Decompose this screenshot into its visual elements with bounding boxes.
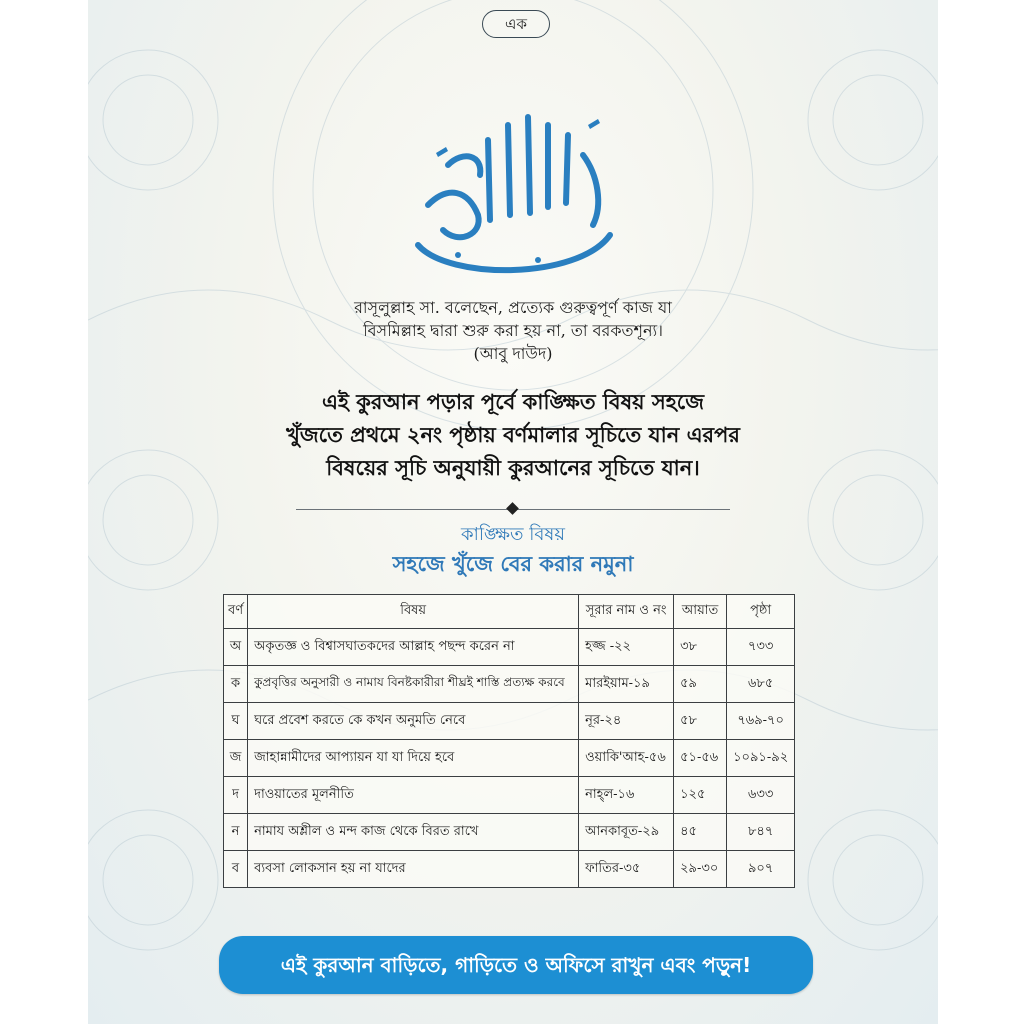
table-row [224, 703, 795, 740]
table-row [224, 851, 795, 888]
row-page: ৬৮৫ [727, 666, 795, 703]
row-letter: ন [224, 814, 248, 851]
header-page: পৃষ্ঠা [727, 595, 795, 629]
row-surah: ফাতির-৩৫ [579, 851, 674, 888]
row-ayat: ৩৮ [674, 629, 727, 666]
header-surah: সূরার নাম ও নং [579, 595, 674, 629]
hadith-line-1: রাসূলুল্লাহ সা. বলেছেন, প্রত্যেক গুরুত্বপূর্ণ কাজ যা [354, 298, 672, 317]
instruction-line-3: বিষয়ের সূচি অনুযায়ী কুরআনের সূচিতে যান। [326, 456, 700, 480]
row-page: ৮৪৭ [727, 814, 795, 851]
row-topic: অকৃতজ্ঞ ও বিশ্বাসঘাতকদের আল্লাহ পছন্দ করেন না [248, 629, 579, 666]
row-ayat: ৫৯ [674, 666, 727, 703]
row-page: ১০৯১-৯২ [727, 740, 795, 777]
hadith-line-2: বিসমিল্লাহ দ্বারা শুরু করা হয় না, তা বরকতশূন্য। [363, 321, 663, 340]
table-row [224, 777, 795, 814]
row-topic: ব্যবসা লোকসান হয় না যাদের [248, 851, 579, 888]
background-right-edge [938, 0, 1024, 1024]
page-number-label: এক [482, 10, 550, 38]
table-row [224, 814, 795, 851]
table-row [224, 740, 795, 777]
header-letter: বর্ণ [224, 595, 248, 629]
row-topic: দাওয়াতের মূলনীতি [248, 777, 579, 814]
instruction-line-2: খুঁজতে প্রথমে ২নং পৃষ্ঠায় বর্ণমালার সূচিতে যান এরপর [286, 423, 740, 447]
row-page: ৬৩৩ [727, 777, 795, 814]
table-row [224, 629, 795, 666]
row-page: ৭৩৩ [727, 629, 795, 666]
row-topic: ঘরে প্রবেশ করতে কে কখন অনুমতি নেবে [248, 703, 579, 740]
hadith-quote [208, 296, 818, 365]
row-letter: ব [224, 851, 248, 888]
row-topic: জাহান্নামীদের আপ্যায়ন যা যা দিয়ে হবে [248, 740, 579, 777]
row-ayat: ১২৫ [674, 777, 727, 814]
row-surah: হজ্জ -২২ [579, 629, 674, 666]
row-surah: নাহ্‌ল-১৬ [579, 777, 674, 814]
table-row [224, 666, 795, 703]
row-topic: নামায অশ্লীল ও মন্দ কাজ থেকে বিরত রাখে [248, 814, 579, 851]
row-ayat: ৫৮ [674, 703, 727, 740]
promo-banner: এই কুরআন বাড়িতে, গাড়িতে ও অফিসে রাখুন এবং পড়ুন! [219, 936, 813, 994]
example-index-table [223, 594, 795, 888]
row-surah: মারইয়াম-১৯ [579, 666, 674, 703]
row-surah: আনকাবূত-২৯ [579, 814, 674, 851]
instruction-line-1: এই কুরআন পড়ার পূর্বে কাঙ্ক্ষিত বিষয় সহজে [322, 390, 704, 414]
row-page: ৯০৭ [727, 851, 795, 888]
row-letter: দ [224, 777, 248, 814]
row-ayat: ৫১-৫৬ [674, 740, 727, 777]
row-ayat: ২৯-৩০ [674, 851, 727, 888]
subtitle-line-1: কাঙ্ক্ষিত বিষয় [461, 524, 565, 545]
background-left-edge [0, 0, 88, 1024]
bismillah-calligraphy-icon [388, 95, 633, 285]
row-letter: ঘ [224, 703, 248, 740]
row-ayat: ৪৫ [674, 814, 727, 851]
hadith-source: (আবু দাউদ) [473, 344, 553, 363]
book-page [88, 0, 938, 1024]
row-page: ৭৬৯-৭০ [727, 703, 795, 740]
header-topic: বিষয় [248, 595, 579, 629]
instruction-text [168, 386, 858, 485]
example-subtitle [288, 522, 738, 580]
row-letter: জ [224, 740, 248, 777]
row-topic: কুপ্রবৃত্তির অনুসারী ও নামায বিনষ্টকারীরা শীঘ্রই শাস্তি প্রত্যক্ষ করবে [248, 666, 579, 703]
header-ayat: আয়াত [674, 595, 727, 629]
row-letter: ক [224, 666, 248, 703]
subtitle-line-2: সহজে খুঁজে বের করার নমুনা [392, 552, 634, 576]
row-surah: নূর-২৪ [579, 703, 674, 740]
table-header-row [224, 595, 795, 629]
row-letter: অ [224, 629, 248, 666]
row-surah: ওয়াকি'আহ-৫৬ [579, 740, 674, 777]
